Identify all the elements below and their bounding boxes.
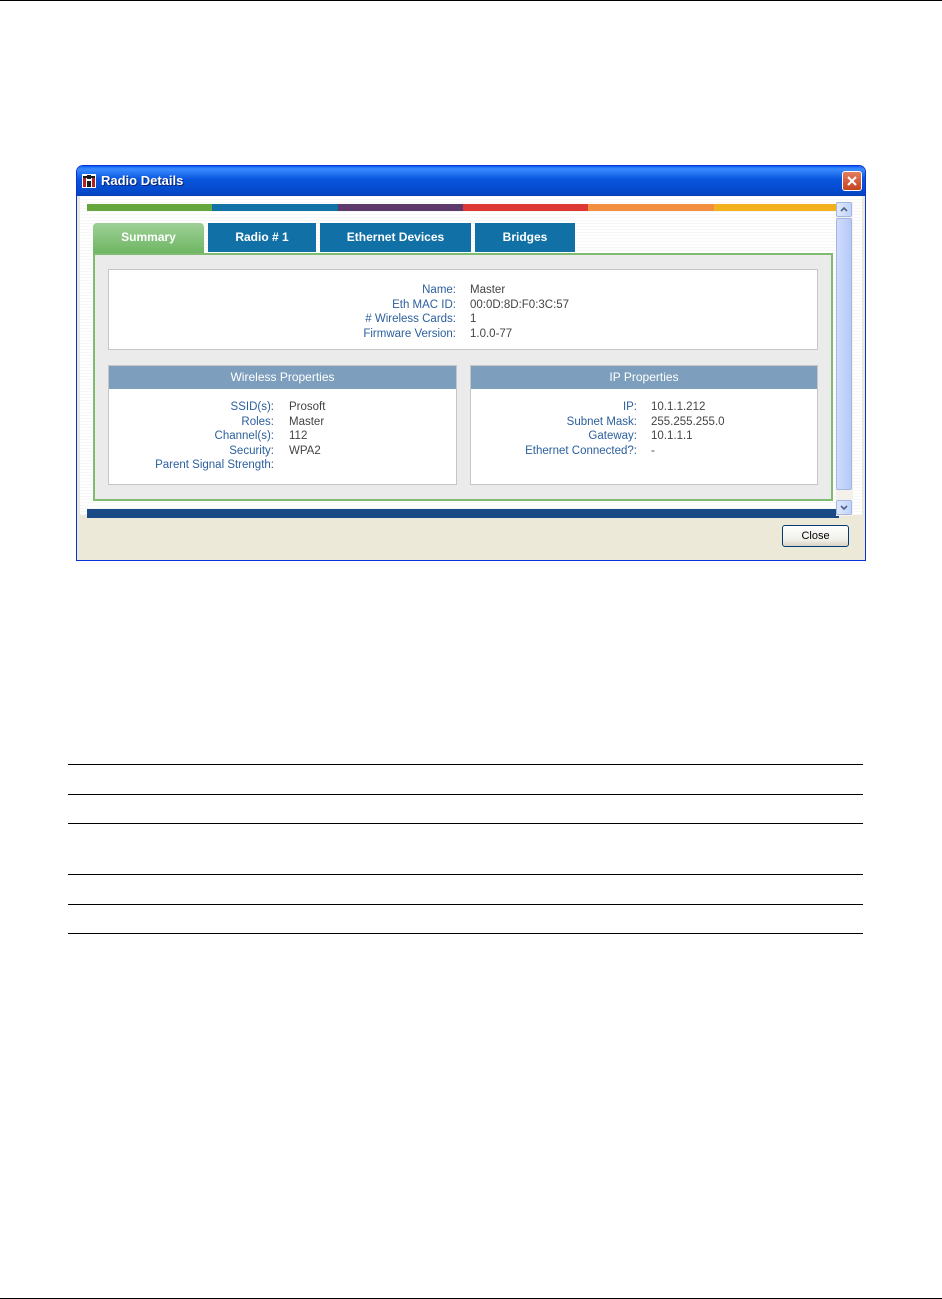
tab-bridges[interactable]: Bridges xyxy=(475,223,575,252)
tab-radio-1[interactable]: Radio # 1 xyxy=(208,223,316,252)
table-rule xyxy=(68,874,863,875)
table-rule xyxy=(68,823,863,824)
security-label: Security: xyxy=(229,444,274,457)
ip-properties-box xyxy=(470,365,818,485)
app-icon xyxy=(81,173,97,189)
gateway-label: Gateway: xyxy=(588,430,637,443)
summary-panel xyxy=(93,253,833,501)
strip-segment xyxy=(714,204,839,211)
strip-segment xyxy=(87,204,212,211)
wireless-cards-value: 1 xyxy=(470,313,477,326)
subnet-mask-value: 255.255.255.0 xyxy=(651,415,725,428)
name-label: Name: xyxy=(422,284,456,296)
wireless-properties-box xyxy=(108,365,457,485)
ip-labels xyxy=(471,400,637,458)
scroll-thumb[interactable] xyxy=(836,218,852,490)
strip-segment xyxy=(588,204,713,211)
scroll-down-button[interactable] xyxy=(836,500,852,515)
table-rule xyxy=(68,794,863,795)
window-title: Radio Details xyxy=(101,173,184,188)
channel-label: Channel(s): xyxy=(214,430,274,443)
ethernet-connected-value: - xyxy=(651,444,655,457)
ssid-value: Prosoft xyxy=(289,401,326,413)
wireless-labels xyxy=(109,400,274,473)
table-rule xyxy=(68,933,863,934)
subnet-mask-label: Subnet Mask: xyxy=(566,415,637,428)
table-rule xyxy=(68,904,863,905)
summary-box xyxy=(108,269,818,350)
wireless-values xyxy=(289,400,325,458)
eth-mac-label: Eth MAC ID: xyxy=(392,298,456,311)
roles-label: Roles: xyxy=(241,415,274,428)
close-icon[interactable] xyxy=(842,171,862,191)
scroll-up-button[interactable] xyxy=(836,202,852,217)
wireless-cards-label: # Wireless Cards: xyxy=(365,313,456,326)
summary-labels xyxy=(109,283,456,341)
ssid-label: SSID(s): xyxy=(230,401,274,413)
strip-segment xyxy=(463,204,588,211)
color-strip xyxy=(87,204,839,211)
security-value: WPA2 xyxy=(289,444,321,457)
ip-values xyxy=(651,400,725,458)
tab-summary[interactable]: Summary xyxy=(93,223,204,254)
title-bar[interactable] xyxy=(77,166,865,196)
strip-segment xyxy=(338,204,463,211)
eth-mac-value: 00:0D:8D:F0:3C:57 xyxy=(470,298,570,311)
firmware-version-label: Firmware Version: xyxy=(363,327,456,340)
roles-value: Master xyxy=(289,415,325,428)
ip-value: 10.1.1.212 xyxy=(651,401,706,413)
dialog-content xyxy=(80,196,862,515)
page-top-rule xyxy=(0,0,942,1)
channel-value: 112 xyxy=(289,430,308,443)
summary-values xyxy=(470,283,569,341)
parent-signal-label: Parent Signal Strength: xyxy=(155,459,274,472)
ethernet-connected-label: Ethernet Connected?: xyxy=(525,444,637,457)
gateway-value: 10.1.1.1 xyxy=(651,430,693,443)
wireless-properties-header: Wireless Properties xyxy=(109,366,456,389)
strip-segment xyxy=(212,204,337,211)
name-value: Master xyxy=(470,284,506,296)
table-rule xyxy=(68,764,863,765)
ip-properties-header: IP Properties xyxy=(471,366,817,389)
vertical-scrollbar[interactable] xyxy=(836,202,853,516)
chevron-up-icon xyxy=(837,203,851,216)
firmware-version-value: 1.0.0-77 xyxy=(470,327,513,340)
footer-strip xyxy=(87,509,839,518)
close-button[interactable]: Close xyxy=(782,525,849,547)
ip-label: IP: xyxy=(622,401,637,413)
chevron-down-icon xyxy=(837,501,851,514)
tab-ethernet-devices[interactable]: Ethernet Devices xyxy=(320,223,471,252)
radio-details-window xyxy=(76,165,866,561)
